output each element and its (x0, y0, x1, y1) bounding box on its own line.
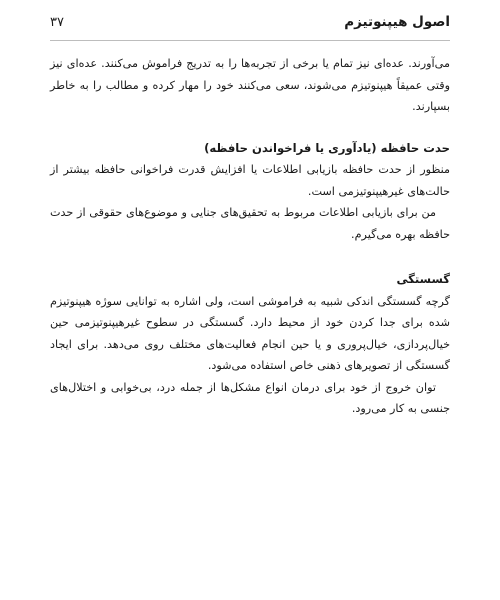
dissociation-paragraph-1: گرچه گسستگی اندکی شبیه به فراموشی است، ولی اشاره به توانایی سوژه هیپنوتیزم شده برای جدا کردن خود از محیط دارد. گسستگی در سطوح غیرهیپنوتیزمی حین خیال‌پردازی، خیال‌پروری و یا حین انجام فعالیت‌های مختلف روی می‌دهد. برای ایجاد گسستگی از تصویرهای ذهنی خاص استفاده می‌شود. (50, 294, 450, 372)
memory-paragraph-2: من برای بازیابی اطلاعات مربوط به تحقیق‌های جنایی و موضوع‌های حقوقی از حدت حافظه بهره می‌گیرم. (50, 206, 450, 241)
section-dissociation (50, 269, 450, 420)
section-spacer (50, 118, 450, 138)
section-memory-hyperacuity (50, 138, 450, 246)
running-title: اصول هیپنوتیزم (344, 14, 450, 30)
section-heading-dissociation: گسستگی (396, 272, 450, 286)
section-spacer (50, 245, 450, 269)
section-heading-memory: حدت حافظه (یادآوری یا فراخواندن حافظه) (204, 140, 450, 155)
memory-paragraph-1: منظور از حدت حافظه بازیابی اطلاعات یا افزایش قدرت فراخوانی حافظه بیشتر از حالت‌های غیرهیپنوتیزمی است. (50, 163, 450, 198)
dissociation-paragraph-2: توان خروج از خود برای درمان انواع مشکل‌ها از جمله درد، بی‌خوابی و اختلال‌های جنسی به کار می‌رود. (50, 380, 450, 415)
running-header (50, 14, 450, 41)
intro-paragraph: می‌آورند. عده‌ای نیز تمام یا برخی از تجربه‌ها را به تدریج فراموش می‌کنند. عده‌ای نیز وقتی عمیقاً هیپنوتیزم می‌شوند، سعی می‌کنند خود را مهار کرده و مطالب را به خاطر بسپارند. (50, 57, 450, 113)
book-page (50, 14, 450, 420)
page-number: ۳۷ (50, 15, 64, 30)
